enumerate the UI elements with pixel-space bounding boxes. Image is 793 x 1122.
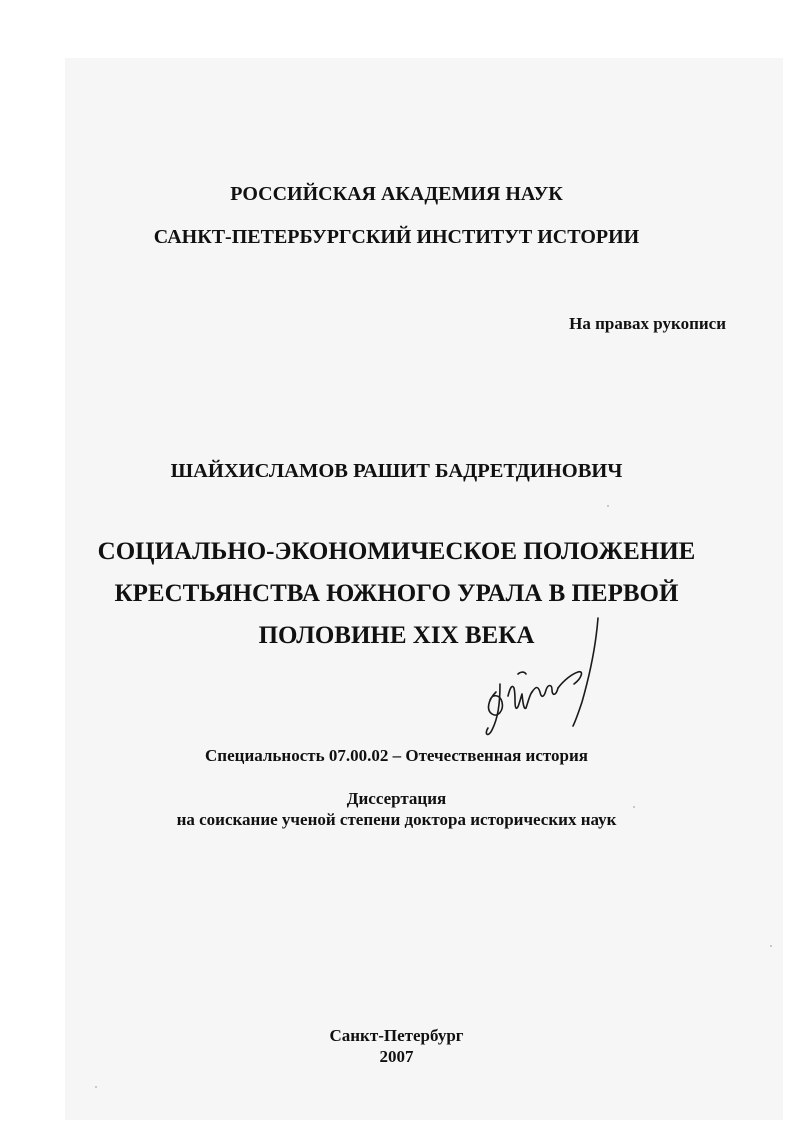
scan-speck <box>633 806 635 808</box>
author-signature <box>478 614 618 744</box>
city: Санкт-Петербург <box>329 1026 464 1045</box>
degree-type: Диссертация <box>346 789 447 808</box>
author-name: ШАЙХИСЛАМОВ РАШИТ БАДРЕТДИНОВИЧ <box>170 460 623 482</box>
institute-name: САНКТ-ПЕТЕРБУРГСКИЙ ИНСТИТУТ ИСТОРИИ <box>153 226 640 248</box>
scan-speck <box>95 1086 97 1088</box>
manuscript-note: На правах рукописи <box>569 314 726 333</box>
scan-speck <box>607 505 609 507</box>
scan-speck <box>770 945 772 947</box>
academy-name: РОССИЙСКАЯ АКАДЕМИЯ НАУК <box>230 183 563 205</box>
degree-description: на соискание ученой степени доктора исторических наук <box>176 810 617 829</box>
specialty: Специальность 07.00.02 – Отечественная история <box>205 746 588 765</box>
title-line-2: КРЕСТЬЯНСТВА ЮЖНОГО УРАЛА В ПЕРВОЙ <box>114 580 679 607</box>
title-line-1: СОЦИАЛЬНО-ЭКОНОМИЧЕСКОЕ ПОЛОЖЕНИЕ <box>97 538 696 565</box>
title-line-3: ПОЛОВИНЕ XIX ВЕКА <box>258 622 535 649</box>
year: 2007 <box>379 1047 414 1066</box>
